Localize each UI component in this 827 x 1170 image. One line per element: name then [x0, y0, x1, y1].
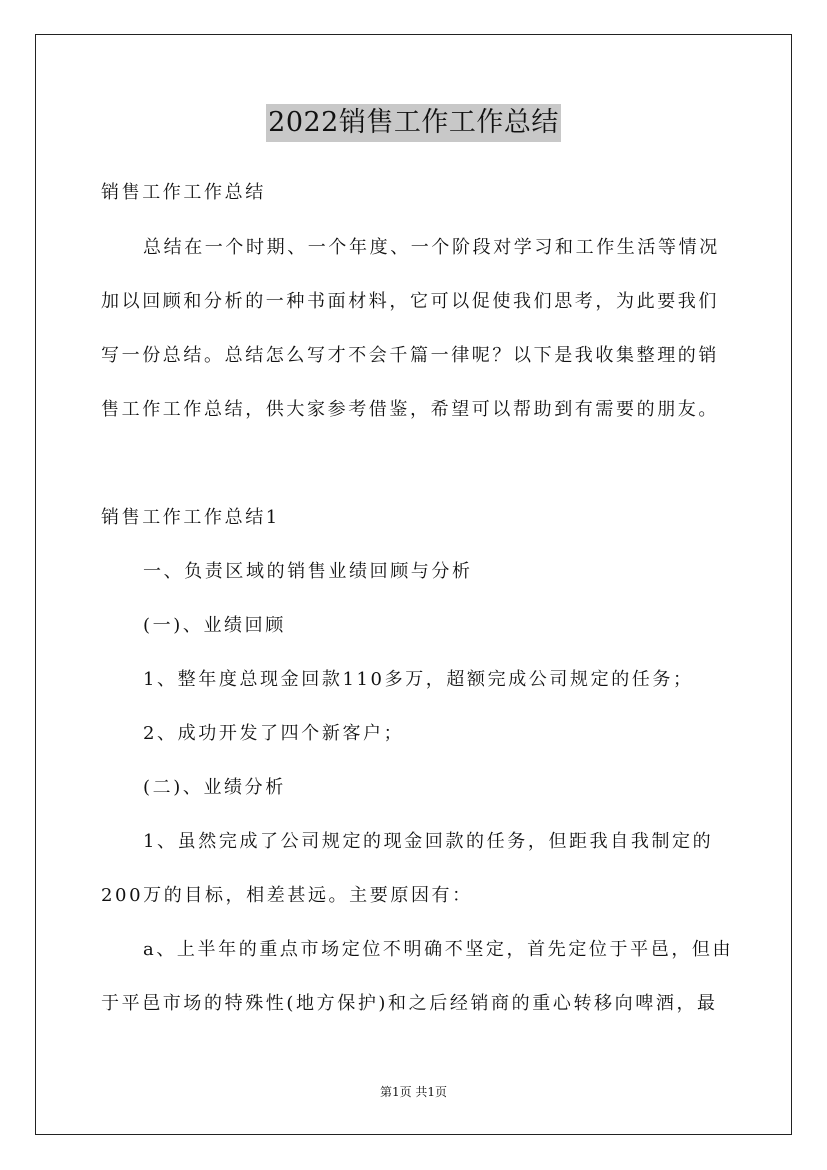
body-line: 1、整年度总现金回款110多万，超额完成公司规定的任务；	[143, 669, 694, 690]
body-line: 200万的目标，相差甚远。主要原因有：	[101, 885, 473, 906]
section-title: 销售工作工作总结1	[101, 507, 280, 528]
intro-line: 售工作工作总结，供大家参考借鉴，希望可以帮助到有需要的朋友。	[101, 399, 719, 420]
intro-line: 写一份总结。总结怎么写才不会千篇一律呢？以下是我收集整理的销	[101, 345, 719, 366]
intro-line: 加以回顾和分析的一种书面材料，它可以促使我们思考，为此要我们	[101, 291, 719, 312]
body-line: 一、负责区域的销售业绩回顾与分析	[143, 561, 473, 582]
body-line: (一)、业绩回顾	[143, 615, 286, 636]
intro-line: 总结在一个时期、一个年度、一个阶段对学习和工作生活等情况	[143, 237, 720, 258]
body-line: a、上半年的重点市场定位不明确不坚定，首先定位于平邑，但由	[143, 939, 734, 960]
body-line: 1、虽然完成了公司规定的现金回款的任务，但距我自我制定的	[143, 831, 714, 852]
body-line: 于平邑市场的特殊性(地方保护)和之后经销商的重心转移向啤酒，最	[101, 993, 718, 1014]
body-line: (二)、业绩分析	[143, 777, 286, 798]
body-line: 2、成功开发了四个新客户；	[143, 723, 405, 744]
document-title: 2022销售工作工作总结	[266, 104, 561, 142]
document-title-wrapper	[0, 104, 827, 142]
page-number: 第1页 共1页	[379, 1085, 448, 1099]
subheading: 销售工作工作总结	[101, 182, 266, 203]
